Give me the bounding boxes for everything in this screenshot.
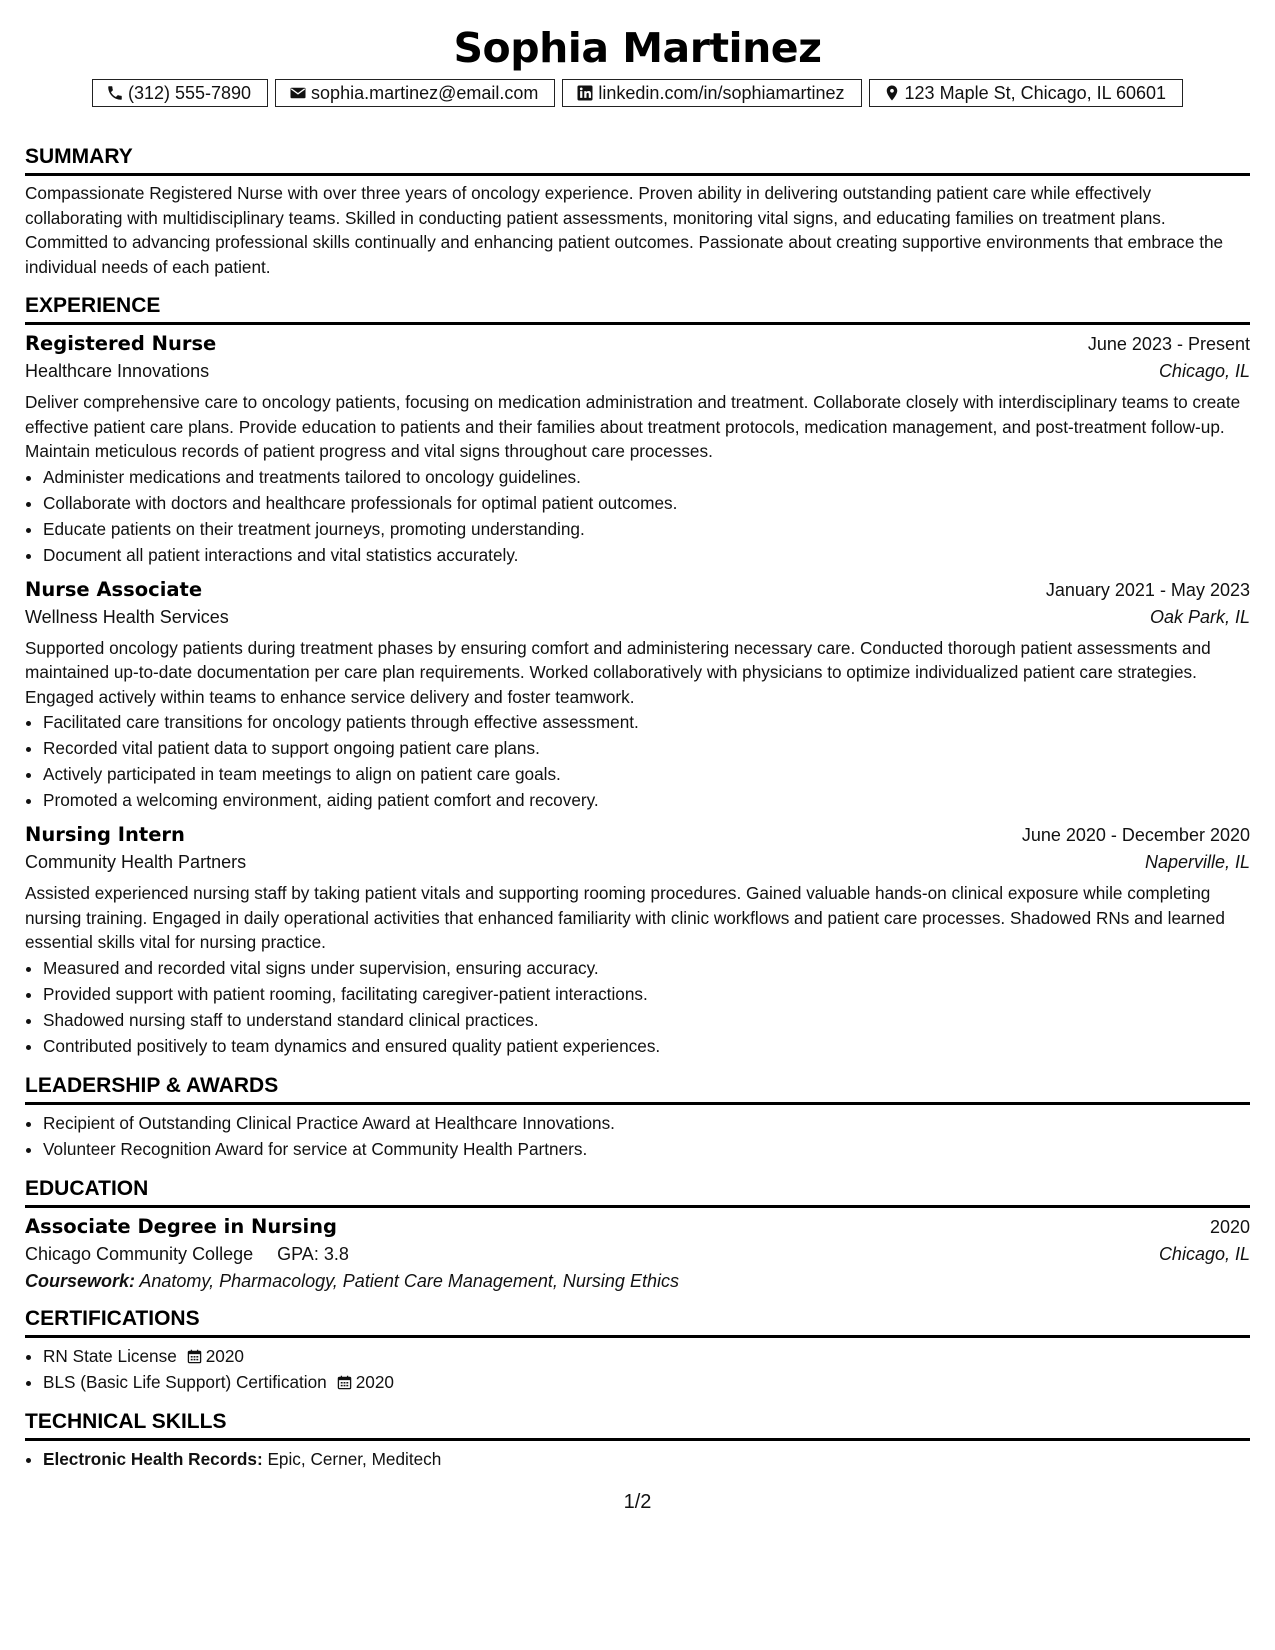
job-bullets xyxy=(25,955,1250,1059)
skills-heading: TECHNICAL SKILLS xyxy=(25,1409,1250,1441)
skills-section xyxy=(25,1409,1250,1472)
skill-values: Epic, Cerner, Meditech xyxy=(267,1448,442,1469)
phone-icon xyxy=(105,84,125,102)
job-company: Healthcare Innovations xyxy=(25,361,210,381)
list-item: • Administer medications and treatments tailored to oncology guidelines. xyxy=(43,464,1250,490)
list-item: • Provided support with patient rooming, facilitating caregiver-patient interactions. xyxy=(43,981,1250,1007)
page-number: 1/2 xyxy=(623,1491,652,1513)
job-description: Assisted experienced nursing staff by taking patient vitals and supporting rooming procedures. Gained valuable hands-on clinical exposure while completing nursing training. Engaged in daily operational activities that enhanced familiarity with clinic workflows and patient care processes. Shadowed RNs and learned essential skills vital for nursing practice. xyxy=(25,883,1225,952)
job-location: Chicago, IL xyxy=(1158,361,1250,381)
list-item xyxy=(43,1343,1250,1369)
list-item: • Document all patient interactions and vital statistics accurately. xyxy=(43,542,1250,568)
envelope-icon xyxy=(288,84,308,102)
experience-section xyxy=(25,293,1250,1059)
certification-year: 2020 xyxy=(205,1345,244,1366)
leadership-heading: LEADERSHIP & AWARDS xyxy=(25,1073,1250,1105)
job-location: Naperville, IL xyxy=(1144,852,1250,872)
certification-year: 2020 xyxy=(355,1371,394,1392)
certifications-list xyxy=(25,1343,1250,1395)
job-dates: June 2023 - Present xyxy=(1087,334,1250,354)
list-item: • Facilitated care transitions for oncology patients through effective assessment. xyxy=(43,709,1250,735)
contact-email[interactable] xyxy=(275,79,555,107)
list-item: • Educate patients on their treatment journeys, promoting understanding. xyxy=(43,516,1250,542)
skills-list xyxy=(25,1446,1250,1472)
education-section xyxy=(25,1176,1250,1292)
experience-heading: EXPERIENCE xyxy=(25,293,1250,325)
job-company: Community Health Partners xyxy=(25,852,247,872)
school-location: Chicago, IL xyxy=(1158,1243,1250,1264)
contact-address-text: 123 Maple St, Chicago, IL 60601 xyxy=(904,82,1167,103)
list-item: • Measured and recorded vital signs under supervision, ensuring accuracy. xyxy=(43,955,1250,981)
resume-page xyxy=(25,0,1250,1472)
list-item: • Recipient of Outstanding Clinical Practice Award at Healthcare Innovations. xyxy=(43,1110,1250,1136)
job-location: Oak Park, IL xyxy=(1149,606,1250,627)
job-title: Nurse Associate xyxy=(25,577,203,601)
coursework-list: Anatomy, Pharmacology, Patient Care Management, Nursing Ethics xyxy=(139,1270,679,1291)
contact-linkedin[interactable] xyxy=(562,79,861,107)
summary-text: Compassionate Registered Nurse with over three years of oncology experience. Proven ability in delivering outstanding patient care while effectively collaborating with multidisciplinary teams. Skilled in conducting patient assessments, monitoring vital signs, and educating families on treatment plans. Committed to advancing professional skills continually and enhancing patient outcomes. Passionate about creating supportive environments that embrace the individual needs of each patient. xyxy=(25,183,1224,277)
list-item: • Shadowed nursing staff to understand standard clinical practices. xyxy=(43,1007,1250,1033)
certifications-section xyxy=(25,1306,1250,1395)
skill-category: Electronic Health Records: xyxy=(43,1448,263,1469)
job-dates: June 2020 - December 2020 xyxy=(1021,825,1250,845)
coursework-label: Coursework: xyxy=(25,1270,136,1291)
calendar-icon xyxy=(187,1349,202,1364)
education-heading: EDUCATION xyxy=(25,1176,1250,1208)
candidate-name: Sophia Martinez xyxy=(453,24,822,72)
contact-email-text: sophia.martinez@email.com xyxy=(311,82,539,103)
coursework xyxy=(25,1271,1250,1292)
job-title: Nursing Intern xyxy=(25,823,185,846)
list-item xyxy=(43,1446,1250,1472)
certification-name: BLS (Basic Life Support) Certification xyxy=(43,1371,327,1392)
job-company: Wellness Health Services xyxy=(25,606,229,627)
graduation-year: 2020 xyxy=(1209,1216,1250,1237)
contact-address[interactable] xyxy=(869,79,1184,107)
job-description: Deliver comprehensive care to oncology patients, focusing on medication administration and treatment. Collaborate closely with interdisciplinary teams to create effective patient care plans. Provide education to patients and their families about treatment protocols, medication management, and post-treatment follow-up. Maintain meticulous records of patient progress and vital signs throughout care processes. xyxy=(25,392,1241,461)
linkedin-icon xyxy=(575,84,595,102)
contact-linkedin-text: linkedin.com/in/sophiamartinez xyxy=(598,82,845,103)
list-item: • Promoted a welcoming environment, aiding patient comfort and recovery. xyxy=(43,787,1250,813)
leadership-section xyxy=(25,1073,1250,1162)
job-entry xyxy=(25,332,1250,568)
contact-phone[interactable] xyxy=(92,79,268,107)
job-entry xyxy=(25,823,1250,1059)
job-dates: January 2021 - May 2023 xyxy=(1045,579,1250,600)
job-bullets xyxy=(25,709,1250,813)
certification-name: RN State License xyxy=(43,1345,177,1366)
job-entry xyxy=(25,578,1250,814)
list-item: • Recorded vital patient data to support ongoing patient care plans. xyxy=(43,735,1250,761)
contact-phone-text: (312) 555-7890 xyxy=(127,82,252,103)
job-description: Supported oncology patients during treatment phases by ensuring comfort and administering necessary care. Conducted thorough patient assessments and maintained up-to-date documentation per care plan requirements. Worked collaboratively with physicians to optimize individualized patient care strategies. Engaged actively within teams to enhance service delivery and foster teamwork. xyxy=(25,637,1211,707)
list-item: • Volunteer Recognition Award for service at Community Health Partners. xyxy=(43,1136,1250,1162)
list-item: • Actively participated in team meetings to align on patient care goals. xyxy=(43,761,1250,787)
leadership-list xyxy=(25,1110,1250,1162)
summary-heading: SUMMARY xyxy=(25,144,1250,176)
gpa: GPA: 3.8 xyxy=(277,1243,349,1264)
summary-section xyxy=(25,144,1250,279)
contact-bar xyxy=(25,79,1250,107)
job-bullets xyxy=(25,464,1250,568)
list-item: • Collaborate with doctors and healthcare professionals for optimal patient outcomes. xyxy=(43,490,1250,516)
list-item xyxy=(43,1369,1250,1395)
map-pin-icon xyxy=(882,84,902,102)
list-item: • Contributed positively to team dynamics and ensured quality patient experiences. xyxy=(43,1033,1250,1059)
school-name: Chicago Community College xyxy=(25,1243,254,1264)
degree-name: Associate Degree in Nursing xyxy=(25,1214,337,1238)
certifications-heading: CERTIFICATIONS xyxy=(25,1306,1250,1338)
job-title: Registered Nurse xyxy=(25,332,217,355)
calendar-icon xyxy=(337,1375,352,1390)
